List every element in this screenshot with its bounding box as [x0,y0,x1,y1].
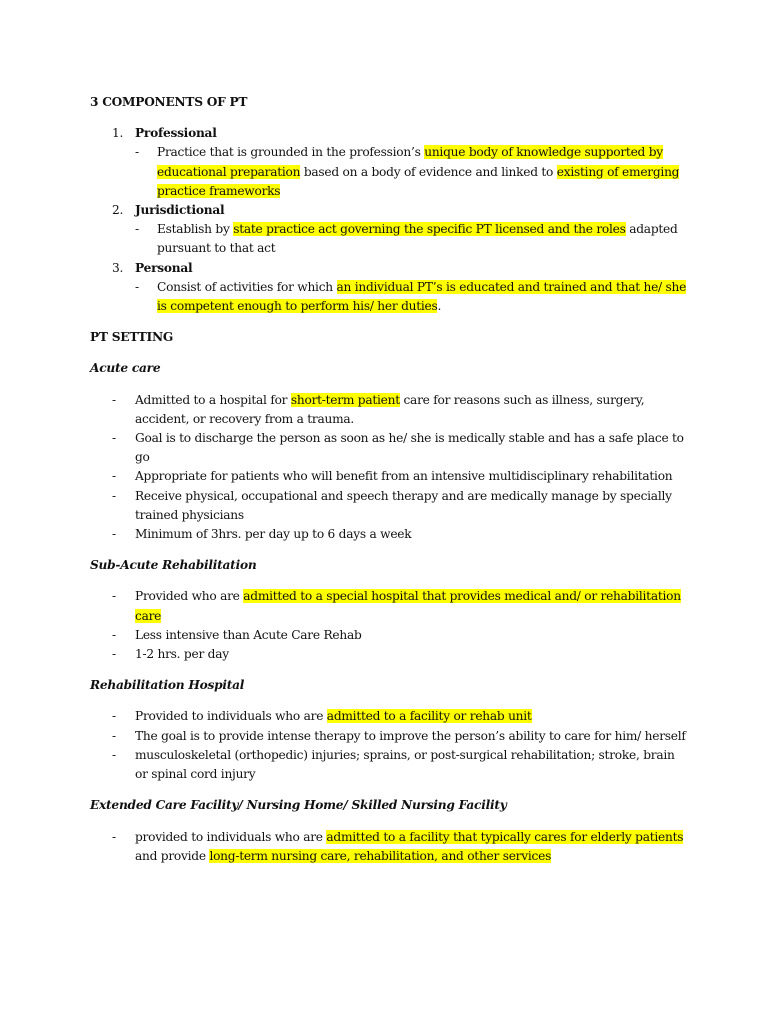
dash-marker: - [112,709,116,724]
highlighted-text: state practice act governing the specific PT licensed and the roles [233,222,626,237]
list-item [90,626,690,645]
text-run: and provide [135,848,210,863]
highlighted-text: long-term nursing care, rehabilitation, and other services [209,848,552,863]
list-item [90,429,690,467]
list-item-text [135,393,644,426]
setting-title: Rehabilitation Hospital [90,678,245,693]
dash-marker: - [112,647,116,662]
text-run: musculoskeletal (orthopedic) injuries; sprains, or post-surgical rehabilitation; stroke, brain or spinal cord injury [135,747,675,782]
setting-bullets [90,828,690,866]
setting-title: Extended Care Facility/ Nursing Home/ Skilled Nursing Facility [90,798,507,813]
text-run: Establish by [157,222,234,237]
document-body [90,93,690,878]
list-item-text [135,489,672,522]
setting-bullets [90,587,690,664]
list-item-text [157,222,678,255]
list-item [90,467,690,486]
list-item-text [135,729,686,743]
dash-marker: - [135,145,139,160]
list-item-text [135,469,672,483]
dash-marker: - [112,431,116,446]
list-item [90,828,690,866]
list-item [90,220,690,258]
list-item-text [135,589,681,622]
dash-marker: - [135,222,139,237]
text-run: Appropriate for patients who will benefit from an intensive multidisciplinary rehabilitation [135,469,673,484]
dash-marker: - [112,589,116,604]
list-item-text [135,709,532,723]
list-item-text [135,647,229,661]
highlighted-text: an individual PT’s is educated and trained and that he/ she is competent enough to perform his/ her duties [157,279,687,314]
text-run: Minimum of 3hrs. per day up to 6 days a week [135,527,412,542]
text-run: based on a body of evidence and linked to [300,164,557,179]
dash-marker: - [112,829,116,844]
component-title: Jurisdictional [135,203,225,218]
text-run: Provided who are [135,589,244,604]
highlighted-text: short-term patient [290,392,400,407]
list-item [90,143,690,201]
setting-bullets [90,707,690,784]
dash-marker: - [112,747,116,762]
components-list [90,124,690,316]
text-run: care for reasons such as illness, surgery, accident, or recovery from a trauma. [135,392,645,426]
document-title: 3 COMPONENTS OF PT [90,95,248,109]
setting-title: Sub-Acute Rehabilitation [90,558,257,573]
dash-marker: - [112,728,116,743]
item-number: 1. [112,126,124,141]
settings-section [90,359,690,865]
text-run: Admitted to a hospital for [135,392,291,407]
highlighted-text: existing of emerging practice frameworks [157,164,680,198]
dash-marker: - [112,527,116,542]
list-item [90,391,690,429]
component-title: Professional [135,126,217,141]
list-item [90,746,690,784]
dash-marker: - [112,392,116,407]
dash-marker: - [135,279,139,294]
setting-bullets [90,391,690,545]
highlighted-text: admitted to a facility or rehab unit [326,709,532,724]
list-item-text [157,280,686,313]
text-run: adapted pursuant to that act [157,222,678,256]
item-number: 2. [112,203,124,218]
list-item [90,525,690,544]
setting-title: Acute care [90,361,161,376]
list-item-text [135,431,684,464]
text-run: Goal is to discharge the person as soon as he/ she is medically stable and has a safe place to go [135,431,684,465]
component-title: Personal [135,260,193,275]
list-item [90,487,690,525]
list-item-text [135,628,362,642]
component-item [90,259,690,278]
dash-marker: - [112,627,116,642]
text-run: Receive physical, occupational and speech therapy and are medically manage by specially trained physicians [135,488,672,522]
text-run: Consist of activities for which [157,279,337,294]
list-item [90,645,690,664]
dash-marker: - [112,488,116,503]
text-run: The goal is to provide intense therapy to improve the person’s ability to care for him/ herself [135,728,686,743]
list-item-text [157,145,679,197]
highlighted-text: admitted to a special hospital that provides medical and/ or rehabilitation care [135,589,681,623]
text-run: Provided to individuals who are [135,709,327,724]
highlighted-text: admitted to a facility that typically cares for elderly patients [326,829,684,844]
text-run: 1-2 hrs. per day [135,647,229,662]
text-run: Less intensive than Acute Care Rehab [135,627,362,642]
dash-marker: - [112,469,116,484]
list-item-text [135,748,675,781]
list-item-text [135,830,683,863]
list-item [90,587,690,625]
text-run: . [437,299,442,314]
list-item [90,278,690,316]
text-run: Practice that is grounded in the profession’s [157,145,425,160]
pt-setting-heading: PT SETTING [90,330,174,345]
list-item-text [135,527,411,541]
component-item [90,124,690,143]
highlighted-text: unique body of knowledge supported by educational preparation [157,145,663,179]
component-item [90,201,690,220]
text-run: provided to individuals who are [135,829,327,844]
item-number: 3. [112,260,124,275]
list-item [90,727,690,746]
list-item [90,707,690,726]
